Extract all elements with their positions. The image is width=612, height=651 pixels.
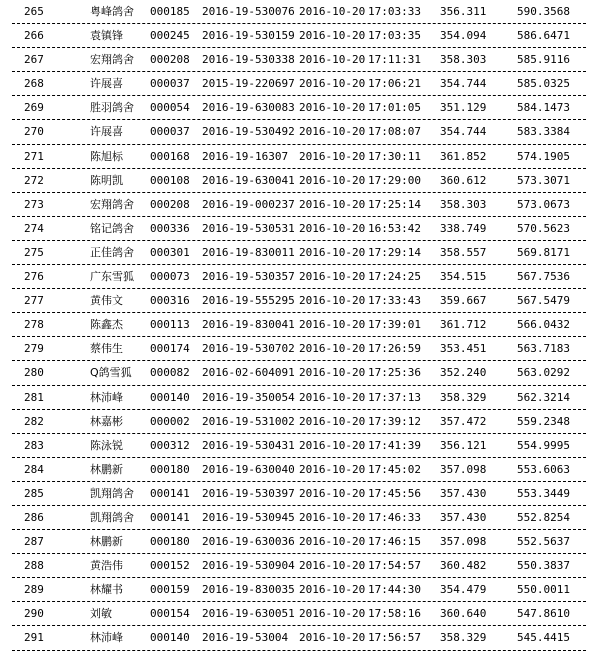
rank-cell: 275 [24, 245, 44, 259]
club-id-cell: 000336 [150, 221, 190, 235]
score-cell: 553.6063 [517, 462, 570, 476]
score-cell: 567.7536 [517, 270, 570, 284]
rank-cell: 272 [24, 173, 44, 187]
arrival-time-cell: 17:01:05 [368, 101, 421, 115]
arrival-time-cell: 17:03:35 [368, 29, 421, 43]
speed-cell: 357.430 [440, 486, 487, 500]
rank-cell: 279 [24, 342, 44, 356]
score-cell: 552.8254 [517, 510, 570, 524]
score-cell: 570.5623 [517, 221, 570, 235]
score-cell: 585.9116 [517, 53, 570, 67]
arrival-time-cell: 17:45:56 [368, 486, 421, 500]
arrival-time-cell: 17:44:30 [368, 583, 421, 597]
date-cell: 2016-10-20 [299, 414, 366, 428]
ring-number-cell: 2016-19-16307 [202, 149, 289, 163]
date-cell: 2016-10-20 [299, 125, 366, 139]
arrival-time-cell: 17:26:59 [368, 342, 421, 356]
name-cell: Q鸽雪狐 [90, 366, 132, 380]
ring-number-cell: 2016-19-630051 [202, 607, 295, 621]
ring-number-cell: 2016-19-530492 [202, 125, 295, 139]
arrival-time-cell: 17:39:12 [368, 414, 421, 428]
score-cell: 554.9995 [517, 438, 570, 452]
club-id-cell: 000037 [150, 125, 190, 139]
rank-cell: 289 [24, 583, 44, 597]
arrival-time-cell: 17:24:25 [368, 270, 421, 284]
ring-number-cell: 2016-19-830011 [202, 245, 295, 259]
score-cell: 562.3214 [517, 390, 570, 404]
rank-cell: 278 [24, 318, 44, 332]
rank-cell: 286 [24, 510, 44, 524]
date-cell: 2016-10-20 [299, 53, 366, 67]
club-id-cell: 000054 [150, 101, 190, 115]
ring-number-cell: 2016-19-630040 [202, 462, 295, 476]
rank-cell: 280 [24, 366, 44, 380]
date-cell: 2016-10-20 [299, 77, 366, 91]
name-cell: 林沛峰 [90, 390, 123, 404]
ring-number-cell: 2016-19-830035 [202, 583, 295, 597]
club-id-cell: 000245 [150, 29, 190, 43]
club-id-cell: 000301 [150, 245, 190, 259]
date-cell: 2016-10-20 [299, 366, 366, 380]
name-cell: 陈旭标 [90, 149, 123, 163]
score-cell: 559.2348 [517, 414, 570, 428]
name-cell: 黄伟文 [90, 294, 123, 308]
speed-cell: 358.303 [440, 197, 487, 211]
score-cell: 586.6471 [517, 29, 570, 43]
date-cell: 2016-10-20 [299, 221, 366, 235]
ring-number-cell: 2016-19-530397 [202, 486, 295, 500]
club-id-cell: 000037 [150, 77, 190, 91]
arrival-time-cell: 17:56:57 [368, 631, 421, 645]
club-id-cell: 000082 [150, 366, 190, 380]
table-row [12, 530, 586, 554]
arrival-time-cell: 17:46:15 [368, 535, 421, 549]
table-row [12, 193, 586, 217]
score-cell: 567.5479 [517, 294, 570, 308]
club-id-cell: 000113 [150, 318, 190, 332]
rank-cell: 270 [24, 125, 44, 139]
score-cell: 574.1905 [517, 149, 570, 163]
rank-cell: 285 [24, 486, 44, 500]
date-cell: 2016-10-20 [299, 462, 366, 476]
ring-number-cell: 2016-19-530159 [202, 29, 295, 43]
club-id-cell: 000141 [150, 486, 190, 500]
ring-number-cell: 2016-19-53004 [202, 631, 289, 645]
table-row [12, 434, 586, 458]
speed-cell: 357.472 [440, 414, 487, 428]
date-cell: 2016-10-20 [299, 631, 366, 645]
arrival-time-cell: 17:25:14 [368, 197, 421, 211]
ring-number-cell: 2016-19-630041 [202, 173, 295, 187]
table-row [12, 602, 586, 626]
rank-cell: 265 [24, 5, 44, 18]
speed-cell: 351.129 [440, 101, 487, 115]
club-id-cell: 000180 [150, 462, 190, 476]
club-id-cell: 000185 [150, 5, 190, 18]
score-cell: 590.3568 [517, 5, 570, 18]
arrival-time-cell: 16:53:42 [368, 221, 421, 235]
date-cell: 2016-10-20 [299, 149, 366, 163]
club-id-cell: 000180 [150, 535, 190, 549]
score-cell: 550.3837 [517, 559, 570, 573]
date-cell: 2016-10-20 [299, 535, 366, 549]
table-row [12, 265, 586, 289]
score-cell: 547.8610 [517, 607, 570, 621]
name-cell: 林耀书 [90, 583, 123, 597]
name-cell: 胜羽鸽舍 [90, 101, 134, 115]
date-cell: 2016-10-20 [299, 583, 366, 597]
speed-cell: 353.451 [440, 342, 487, 356]
ring-number-cell: 2016-19-530338 [202, 53, 295, 67]
score-cell: 573.3071 [517, 173, 570, 187]
name-cell: 刘敏 [90, 607, 112, 621]
table-row [12, 120, 586, 144]
speed-cell: 354.744 [440, 77, 487, 91]
table-row [12, 169, 586, 193]
speed-cell: 361.712 [440, 318, 487, 332]
arrival-time-cell: 17:39:01 [368, 318, 421, 332]
table-row [12, 506, 586, 530]
arrival-time-cell: 17:29:14 [368, 245, 421, 259]
ring-number-cell: 2016-19-530431 [202, 438, 295, 452]
date-cell: 2016-10-20 [299, 270, 366, 284]
name-cell: 林沛峰 [90, 631, 123, 645]
name-cell: 凯翔鸽舍 [90, 510, 134, 524]
name-cell: 凯翔鸽舍 [90, 486, 134, 500]
club-id-cell: 000316 [150, 294, 190, 308]
arrival-time-cell: 17:11:31 [368, 53, 421, 67]
club-id-cell: 000154 [150, 607, 190, 621]
speed-cell: 338.749 [440, 221, 487, 235]
score-cell: 550.0011 [517, 583, 570, 597]
ring-number-cell: 2016-19-555295 [202, 294, 295, 308]
arrival-time-cell: 17:37:13 [368, 390, 421, 404]
table-row [12, 72, 586, 96]
table-row [12, 289, 586, 313]
club-id-cell: 000159 [150, 583, 190, 597]
table-row [12, 482, 586, 506]
rank-cell: 281 [24, 390, 44, 404]
arrival-time-cell: 17:03:33 [368, 5, 421, 18]
speed-cell: 357.098 [440, 535, 487, 549]
arrival-time-cell: 17:33:43 [368, 294, 421, 308]
score-cell: 563.0292 [517, 366, 570, 380]
ring-number-cell: 2016-19-530531 [202, 221, 295, 235]
speed-cell: 358.557 [440, 245, 487, 259]
date-cell: 2016-10-20 [299, 29, 366, 43]
name-cell: 广东雪狐 [90, 270, 134, 284]
club-id-cell: 000002 [150, 414, 190, 428]
speed-cell: 358.329 [440, 390, 487, 404]
date-cell: 2016-10-20 [299, 510, 366, 524]
arrival-time-cell: 17:58:16 [368, 607, 421, 621]
ring-number-cell: 2016-19-530076 [202, 5, 295, 18]
table-row [12, 96, 586, 120]
speed-cell: 358.329 [440, 631, 487, 645]
speed-cell: 358.303 [440, 53, 487, 67]
score-cell: 569.8171 [517, 245, 570, 259]
speed-cell: 360.640 [440, 607, 487, 621]
name-cell: 铭记鸽舍 [90, 221, 134, 235]
name-cell: 正佳鸽舍 [90, 245, 134, 259]
arrival-time-cell: 17:29:00 [368, 173, 421, 187]
ring-number-cell: 2016-19-530945 [202, 510, 295, 524]
name-cell: 陈鑫杰 [90, 318, 123, 332]
score-cell: 583.3384 [517, 125, 570, 139]
score-cell: 573.0673 [517, 197, 570, 211]
rank-cell: 269 [24, 101, 44, 115]
table-row [12, 337, 586, 361]
arrival-time-cell: 17:46:33 [368, 510, 421, 524]
table-row [12, 145, 586, 169]
name-cell: 陈泳锐 [90, 438, 123, 452]
date-cell: 2016-10-20 [299, 197, 366, 211]
club-id-cell: 000208 [150, 197, 190, 211]
table-row [12, 458, 586, 482]
date-cell: 2016-10-20 [299, 342, 366, 356]
ring-number-cell: 2016-19-350054 [202, 390, 295, 404]
score-cell: 545.4415 [517, 631, 570, 645]
arrival-time-cell: 17:45:02 [368, 462, 421, 476]
club-id-cell: 000152 [150, 559, 190, 573]
speed-cell: 356.311 [440, 5, 487, 18]
rank-cell: 283 [24, 438, 44, 452]
name-cell: 陈明凯 [90, 173, 123, 187]
speed-cell: 352.240 [440, 366, 487, 380]
club-id-cell: 000168 [150, 149, 190, 163]
ring-number-cell: 2016-02-604091 [202, 366, 295, 380]
table-row [12, 313, 586, 337]
table-row [12, 241, 586, 265]
name-cell: 林嘉彬 [90, 414, 123, 428]
club-id-cell: 000174 [150, 342, 190, 356]
table-row [12, 410, 586, 434]
date-cell: 2016-10-20 [299, 390, 366, 404]
speed-cell: 359.667 [440, 294, 487, 308]
arrival-time-cell: 17:54:57 [368, 559, 421, 573]
score-cell: 584.1473 [517, 101, 570, 115]
name-cell: 林鹏新 [90, 462, 123, 476]
table-row [12, 361, 586, 385]
date-cell: 2016-10-20 [299, 101, 366, 115]
ring-number-cell: 2016-19-000237 [202, 197, 295, 211]
table-row [12, 626, 586, 650]
ring-number-cell: 2016-19-530904 [202, 559, 295, 573]
club-id-cell: 000073 [150, 270, 190, 284]
speed-cell: 354.094 [440, 29, 487, 43]
results-table [12, 0, 586, 651]
score-cell: 563.7183 [517, 342, 570, 356]
name-cell: 黄浩伟 [90, 559, 123, 573]
date-cell: 2016-10-20 [299, 438, 366, 452]
ring-number-cell: 2016-19-630036 [202, 535, 295, 549]
speed-cell: 360.612 [440, 173, 487, 187]
date-cell: 2016-10-20 [299, 5, 366, 18]
ring-number-cell: 2016-19-630083 [202, 101, 295, 115]
date-cell: 2016-10-20 [299, 607, 366, 621]
rank-cell: 273 [24, 197, 44, 211]
rank-cell: 268 [24, 77, 44, 91]
table-row [12, 24, 586, 48]
ring-number-cell: 2016-19-830041 [202, 318, 295, 332]
arrival-time-cell: 17:30:11 [368, 149, 421, 163]
arrival-time-cell: 17:41:39 [368, 438, 421, 452]
name-cell: 宏翔鸽舍 [90, 197, 134, 211]
date-cell: 2016-10-20 [299, 173, 366, 187]
club-id-cell: 000312 [150, 438, 190, 452]
rank-cell: 288 [24, 559, 44, 573]
date-cell: 2016-10-20 [299, 486, 366, 500]
club-id-cell: 000141 [150, 510, 190, 524]
table-row [12, 48, 586, 72]
speed-cell: 357.430 [440, 510, 487, 524]
rank-cell: 287 [24, 535, 44, 549]
arrival-time-cell: 17:25:36 [368, 366, 421, 380]
speed-cell: 356.121 [440, 438, 487, 452]
date-cell: 2016-10-20 [299, 245, 366, 259]
score-cell: 585.0325 [517, 77, 570, 91]
score-cell: 553.3449 [517, 486, 570, 500]
speed-cell: 361.852 [440, 149, 487, 163]
score-cell: 552.5637 [517, 535, 570, 549]
club-id-cell: 000140 [150, 390, 190, 404]
arrival-time-cell: 17:06:21 [368, 77, 421, 91]
arrival-time-cell: 17:08:07 [368, 125, 421, 139]
speed-cell: 354.515 [440, 270, 487, 284]
speed-cell: 354.744 [440, 125, 487, 139]
speed-cell: 360.482 [440, 559, 487, 573]
rank-cell: 274 [24, 221, 44, 235]
ring-number-cell: 2016-19-531002 [202, 414, 295, 428]
rank-cell: 276 [24, 270, 44, 284]
date-cell: 2016-10-20 [299, 559, 366, 573]
speed-cell: 354.479 [440, 583, 487, 597]
club-id-cell: 000108 [150, 173, 190, 187]
name-cell: 宏翔鸽舍 [90, 53, 134, 67]
speed-cell: 357.098 [440, 462, 487, 476]
rank-cell: 284 [24, 462, 44, 476]
table-row [12, 386, 586, 410]
date-cell: 2016-10-20 [299, 318, 366, 332]
rank-cell: 271 [24, 149, 44, 163]
date-cell: 2016-10-20 [299, 294, 366, 308]
name-cell: 林鹏新 [90, 535, 123, 549]
table-row [12, 578, 586, 602]
name-cell: 蔡伟生 [90, 342, 123, 356]
ring-number-cell: 2016-19-530702 [202, 342, 295, 356]
rank-cell: 267 [24, 53, 44, 67]
rank-cell: 277 [24, 294, 44, 308]
table-row [12, 0, 586, 24]
rank-cell: 291 [24, 631, 44, 645]
name-cell: 许展喜 [90, 77, 123, 91]
name-cell: 粤峰鸽舍 [90, 5, 134, 18]
rank-cell: 290 [24, 607, 44, 621]
score-cell: 566.0432 [517, 318, 570, 332]
rank-cell: 266 [24, 29, 44, 43]
name-cell: 许展喜 [90, 125, 123, 139]
rank-cell: 282 [24, 414, 44, 428]
club-id-cell: 000208 [150, 53, 190, 67]
club-id-cell: 000140 [150, 631, 190, 645]
table-row [12, 217, 586, 241]
table-row [12, 554, 586, 578]
name-cell: 袁镇锋 [90, 29, 123, 43]
ring-number-cell: 2015-19-220697 [202, 77, 295, 91]
ring-number-cell: 2016-19-530357 [202, 270, 295, 284]
